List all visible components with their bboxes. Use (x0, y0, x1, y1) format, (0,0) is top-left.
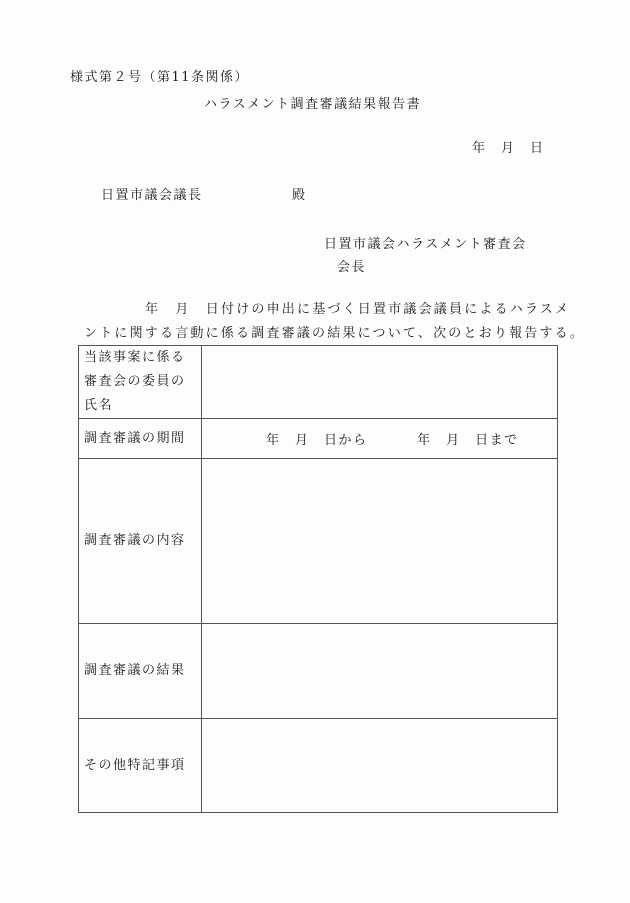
remarks-field[interactable] (202, 719, 558, 813)
table-row-remarks (79, 719, 558, 813)
content-field[interactable] (202, 459, 558, 624)
sender-organization: 日置市議会ハラスメント審査会 (324, 237, 527, 252)
table-row-members (79, 346, 558, 419)
form-number: 様式第２号（第11条関係） (70, 70, 250, 85)
sender-role: 会長 (337, 260, 367, 275)
period-label: 調査審議の期間 (79, 419, 202, 459)
members-field[interactable] (202, 346, 558, 419)
body-text-line-2: ントに関する言動に係る調査審議の結果について、次のとおり報告する。 (84, 326, 586, 341)
table-row-result (79, 624, 558, 719)
addressee-name: 日置市議会議長 (101, 188, 203, 203)
result-label: 調査審議の結果 (79, 624, 202, 719)
table-row-period (79, 419, 558, 459)
members-label-line-3: 氏名 (84, 398, 114, 413)
members-label-line-2: 審査会の委員の (84, 374, 186, 389)
period-field[interactable] (202, 419, 558, 459)
period-to: 年 月 日まで (417, 433, 519, 448)
document-title: ハラスメント調査審議結果報告書 (204, 97, 422, 112)
result-field[interactable] (202, 624, 558, 719)
table-row-content (79, 459, 558, 624)
members-label (79, 346, 202, 419)
addressee-honorific: 殿 (292, 188, 307, 203)
report-date: 年 月 日 (472, 141, 545, 156)
period-from: 年 月 日から (266, 433, 368, 448)
remarks-label: その他特記事項 (79, 719, 202, 813)
members-label-line-1: 当該事案に係る (84, 350, 186, 365)
body-text-line-1: 年 月 日付けの申出に基づく日置市議会議員によるハラスメ (145, 302, 571, 317)
report-table (78, 345, 558, 813)
content-label: 調査審議の内容 (79, 459, 202, 624)
